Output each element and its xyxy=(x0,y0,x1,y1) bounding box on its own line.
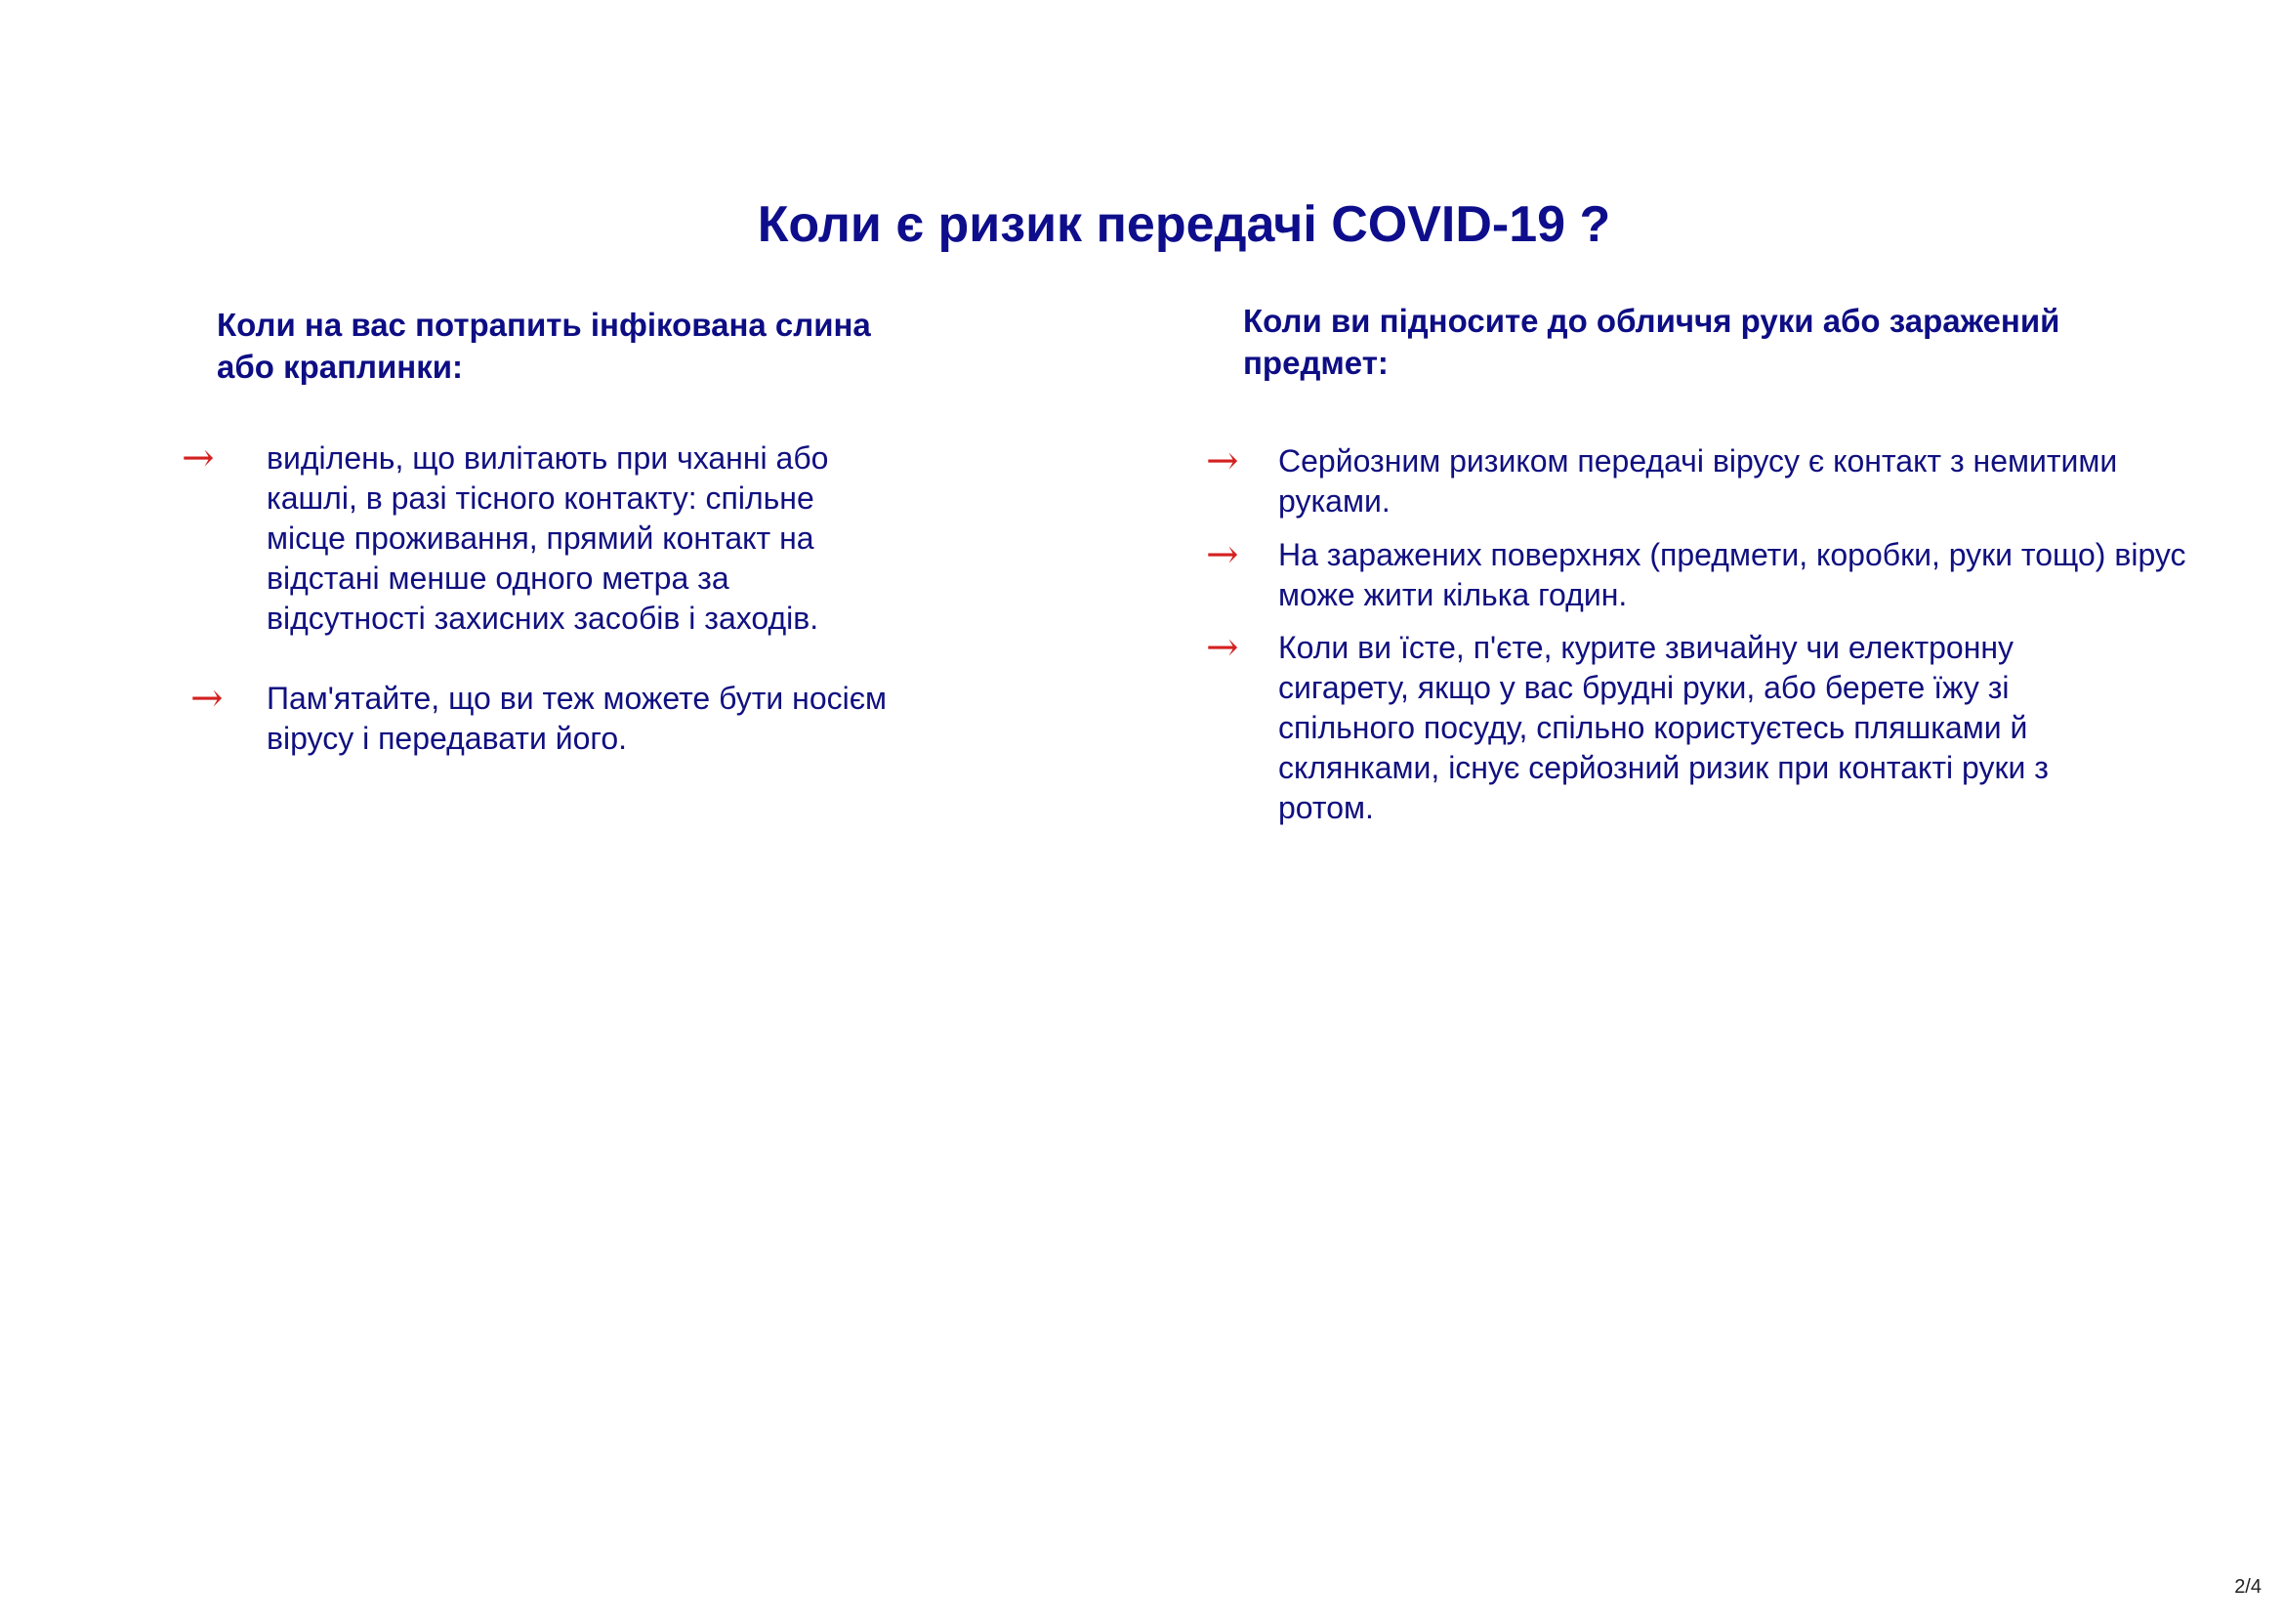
right-column-heading: Коли ви підносите до обличчя руки або заражений предмет: xyxy=(1243,303,2060,381)
arrow-right-icon: → xyxy=(190,676,224,721)
arrow-right-icon: → xyxy=(1206,438,1239,483)
left-column-heading: Коли на вас потрапить інфікована слина або краплинки: xyxy=(217,307,871,385)
arrow-right-icon: → xyxy=(1206,625,1239,670)
list-item-text: Серйозним ризиком передачі вірусу є контакт з немитими руками. xyxy=(1278,443,2118,519)
list-item-text: Коли ви їсте, п'єте, курите звичайну чи електронну сигарету, якщо у вас брудні руки, або берете їжу зі спільного посуду, спільно користуєтесь пляшками й склянками, існує серйозний ризик при контакті руки з ротом. xyxy=(1278,630,2049,825)
page-title: Коли є ризик передачі COVID-19 ? xyxy=(757,196,1611,253)
arrow-right-icon: → xyxy=(182,436,215,480)
list-item-text: виділень, що вилітають при чханні або кашлі, в разі тісного контакту: спільне місце проживання, прямий контакт на відстані менше одного метра за відсутності захисних засобів і заходів. xyxy=(267,440,829,636)
list-item-text: Пам'ятайте, що ви теж можете бути носієм вірусу і передавати його. xyxy=(267,681,888,756)
page-number: 2/4 xyxy=(2234,1576,2262,1598)
list-item-text: На заражених поверхнях (предмети, коробки, руки тощо) вірус може жити кілька годин. xyxy=(1278,537,2186,612)
arrow-right-icon: → xyxy=(1206,532,1239,577)
